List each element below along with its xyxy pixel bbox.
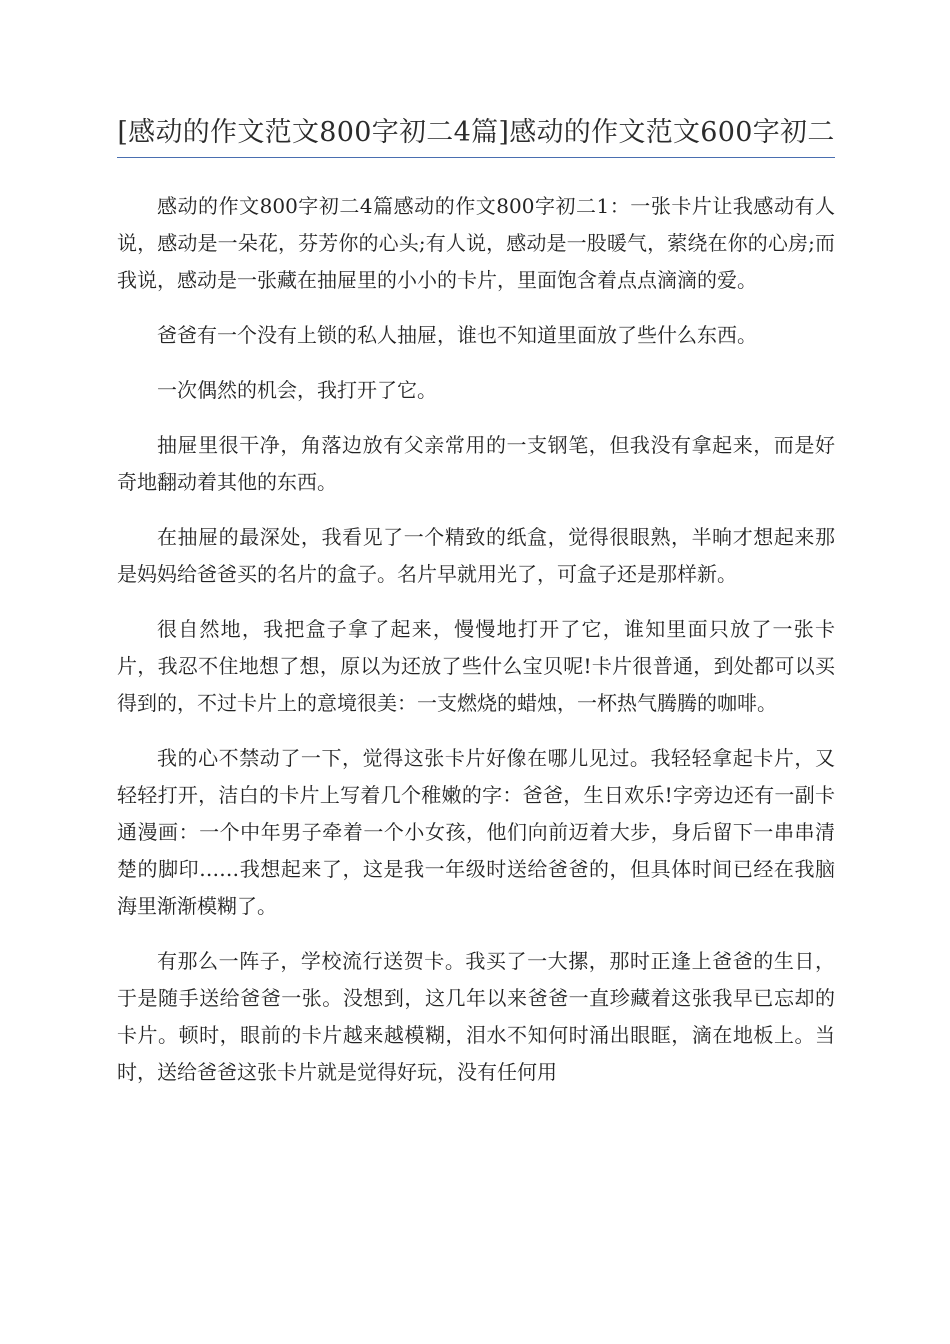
paragraph: 有那么一阵子，学校流行送贺卡。我买了一大摞，那时正逢上爸爸的生日，于是随手送给爸爸一张。没想到，这几年以来爸爸一直珍藏着这张我早已忘却的卡片。顿时，眼前的卡片越来越模糊，泪水不知何时涌出眼眶，滴在地板上。当时，送给爸爸这张卡片就是觉得好玩，没有任何用 [117,949,835,1084]
document-title: [感动的作文范文800字初二4篇]感动的作文范文600字初二 [117,117,835,148]
paragraph: 很自然地，我把盒子拿了起来，慢慢地打开了它，谁知里面只放了一张卡片，我忍不住地想了想，原以为还放了些什么宝贝呢!卡片很普通，到处都可以买得到的，不过卡片上的意境很美：一支燃烧的蜡烛，一杯热气腾腾的咖啡。 [117,617,835,715]
paragraph: 在抽屉的最深处，我看见了一个精致的纸盒，觉得很眼熟，半晌才想起来那是妈妈给爸爸买的名片的盒子。名片早就用光了，可盒子还是那样新。 [117,525,835,586]
paragraph: 我的心不禁动了一下，觉得这张卡片好像在哪儿见过。我轻轻拿起卡片，又轻轻打开，洁白的卡片上写着几个稚嫩的字：爸爸，生日欢乐!字旁边还有一副卡通漫画：一个中年男子牵着一个小女孩，他们向前迈着大步，身后留下一串串清楚的脚印……我想起来了，这是我一年级时送给爸爸的，但具体时间已经在我脑海里渐渐模糊了。 [117,746,835,918]
document-header [117,115,835,158]
paragraph: 爸爸有一个没有上锁的私人抽屉，谁也不知道里面放了些什么东西。 [157,323,757,347]
paragraph: 感动的作文800字初二4篇感动的作文800字初二1：一张卡片让我感动有人说，感动是一朵花，芬芳你的心头;有人说，感动是一股暖气，萦绕在你的心房;而我说，感动是一张藏在抽屉里的小小的卡片，里面饱含着点点滴滴的爱。 [117,194,835,292]
document-body [117,188,835,1091]
paragraph: 抽屉里很干净，角落边放有父亲常用的一支钢笔，但我没有拿起来，而是好奇地翻动着其他的东西。 [117,433,835,494]
paragraph: 一次偶然的机会，我打开了它。 [157,378,437,402]
